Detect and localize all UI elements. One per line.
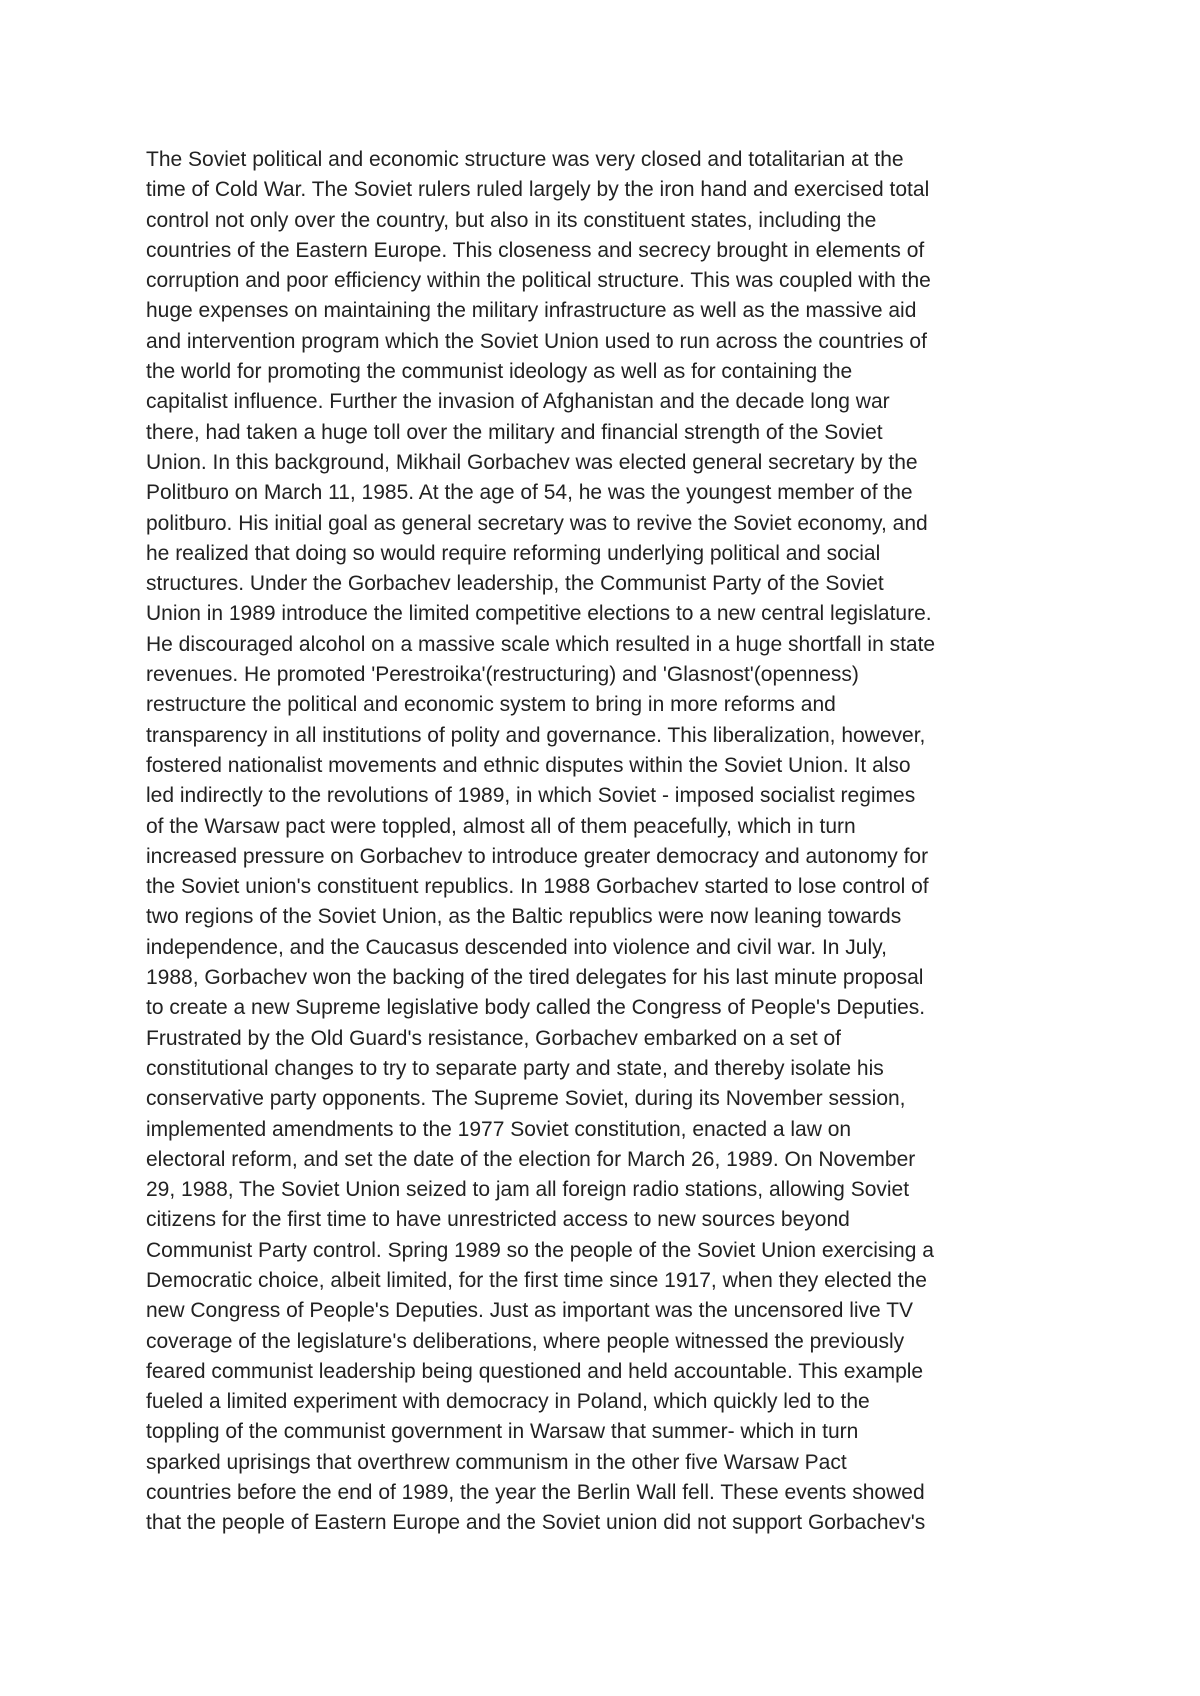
text-line: Union in 1989 introduce the limited competitive elections to a new central legislature. [146, 602, 932, 626]
text-line: increased pressure on Gorbachev to introduce greater democracy and autonomy for [146, 844, 929, 868]
text-line: and intervention program which the Soviet Union used to run across the countries of [146, 329, 927, 353]
text-line: structures. Under the Gorbachev leadership, the Communist Party of the Soviet [146, 572, 884, 596]
text-line: Union. In this background, Mikhail Gorbachev was elected general secretary by the [146, 450, 918, 474]
text-line: new Congress of People's Deputies. Just as important was the uncensored live TV [146, 1299, 914, 1323]
text-line: citizens for the first time to have unrestricted access to new sources beyond [146, 1208, 850, 1232]
text-line: corruption and poor efficiency within the political structure. This was coupled with the [146, 269, 931, 293]
text-line: politburo. His initial goal as general secretary was to revive the Soviet economy, and [146, 511, 928, 535]
text-line: The Soviet political and economic structure was very closed and totalitarian at the [146, 148, 904, 171]
text-line: to create a new Supreme legislative body called the Congress of People's Deputies. [146, 996, 926, 1020]
text-line: huge expenses on maintaining the military infrastructure as well as the massive aid [146, 299, 917, 323]
text-line: revenues. He promoted 'Perestroika'(restructuring) and 'Glasnost'(openness) [146, 663, 859, 687]
text-line: led indirectly to the revolutions of 1989, in which Soviet - imposed socialist regimes [146, 784, 916, 808]
text-line: fueled a limited experiment with democracy in Poland, which quickly led to the [146, 1390, 870, 1414]
text-line: Communist Party control. Spring 1989 so the people of the Soviet Union exercising a [146, 1238, 934, 1262]
text-line: the world for promoting the communist ideology as well as for containing the [146, 360, 853, 384]
text-line: time of Cold War. The Soviet rulers ruled largely by the iron hand and exercised total [146, 178, 930, 202]
text-line: there, had taken a huge toll over the military and financial strength of the Soviet [146, 420, 883, 444]
text-line: 1988, Gorbachev won the backing of the tired delegates for his last minute proposal [146, 966, 924, 990]
text-line: of the Warsaw pact were toppled, almost all of them peacefully, which in turn [146, 814, 856, 838]
text-line: independence, and the Caucasus descended into violence and civil war. In July, [146, 935, 887, 959]
text-line: he realized that doing so would require reforming underlying political and social [146, 541, 881, 565]
text-line: capitalist influence. Further the invasion of Afghanistan and the decade long war [146, 390, 890, 414]
text-line: toppling of the communist government in Warsaw that summer- which in turn [146, 1420, 859, 1444]
text-line: Frustrated by the Old Guard's resistance, Gorbachev embarked on a set of [146, 1026, 842, 1050]
text-line: countries of the Eastern Europe. This closeness and secrecy brought in elements of [146, 238, 925, 262]
text-line: transparency in all institutions of polity and governance. This liberalization, however, [146, 723, 926, 747]
text-line: 29, 1988, The Soviet Union seized to jam all foreign radio stations, allowing Soviet [146, 1178, 910, 1202]
text-line: fostered nationalist movements and ethnic disputes within the Soviet Union. It also [146, 753, 911, 777]
text-line: two regions of the Soviet Union, as the Baltic republics were now leaning towards [146, 905, 902, 929]
text-line: restructure the political and economic system to bring in more reforms and [146, 693, 836, 717]
text-line: Politburo on March 11, 1985. At the age of 54, he was the youngest member of the [146, 481, 913, 505]
text-line: sparked uprisings that overthrew communism in the other five Warsaw Pact [146, 1450, 847, 1474]
text-line: implemented amendments to the 1977 Soviet constitution, enacted a law on [146, 1117, 852, 1141]
text-line: feared communist leadership being questioned and held accountable. This example [146, 1359, 924, 1383]
text-line: that the people of Eastern Europe and the Soviet union did not support Gorbachev's [146, 1511, 926, 1535]
text-line: electoral reform, and set the date of the election for March 26, 1989. On November [146, 1147, 916, 1171]
text-line: conservative party opponents. The Supreme Soviet, during its November session, [146, 1087, 906, 1111]
text-line: constitutional changes to try to separate party and state, and thereby isolate his [146, 1056, 884, 1080]
text-line: coverage of the legislature's deliberations, where people witnessed the previously [146, 1329, 905, 1353]
text-line: the Soviet union's constituent republics. In 1988 Gorbachev started to lose control of [146, 875, 929, 899]
text-line: He discouraged alcohol on a massive scale which resulted in a huge shortfall in state [146, 632, 936, 656]
body-paragraph [146, 145, 1096, 1539]
text-line: countries before the end of 1989, the year the Berlin Wall fell. These events showed [146, 1481, 925, 1505]
text-line: Democratic choice, albeit limited, for the first time since 1917, when they elected the [146, 1268, 927, 1292]
text-line: control not only over the country, but also in its constituent states, including the [146, 208, 877, 232]
